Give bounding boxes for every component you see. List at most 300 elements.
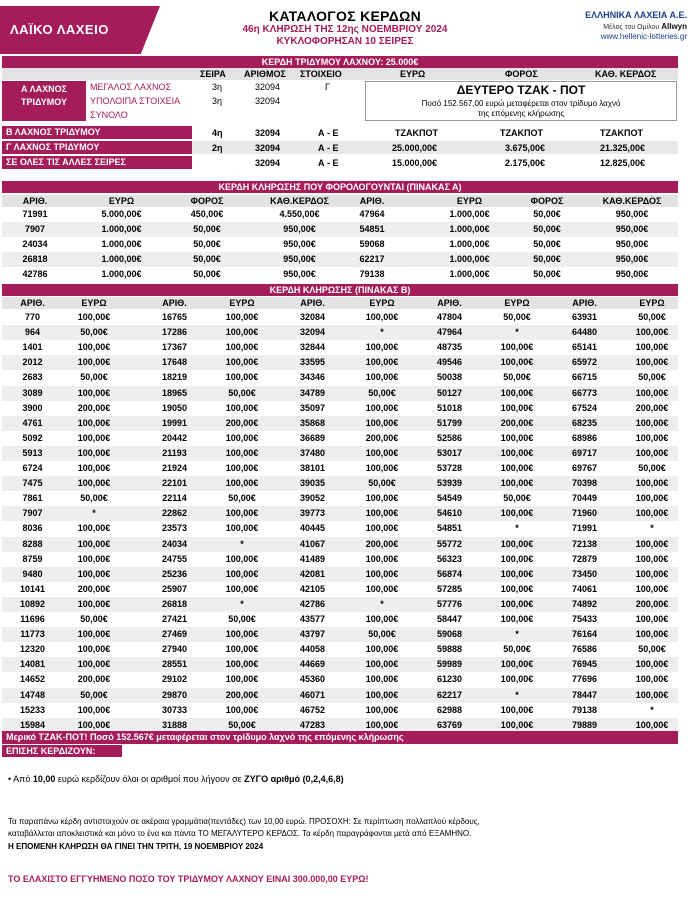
- table-b-cell: 72879: [571, 553, 598, 564]
- table-a-cell: 26818: [22, 254, 48, 264]
- table-b-cell: 75433: [571, 614, 598, 624]
- table-b-cell: 34346: [299, 372, 326, 383]
- table-a-cell: 950,00€: [283, 254, 316, 264]
- table-b-cell: 76586: [571, 644, 598, 655]
- table-b-cell: 57285: [436, 583, 463, 594]
- table-b-cell: 39773: [299, 508, 326, 519]
- c-net: 21.325,00€: [600, 143, 646, 153]
- table-b-cell: 22101: [161, 478, 188, 489]
- table-b-cell: 100,00€: [365, 553, 399, 564]
- table-b-cell: 100,00€: [500, 402, 534, 413]
- col-tax: ΦΟΡΟΣ: [505, 69, 538, 79]
- table-b-cell: 50,00€: [228, 719, 256, 730]
- table-b-cell: 100,00€: [365, 674, 399, 685]
- table-b-cell: 40445: [299, 523, 326, 534]
- table-b-cell: 68235: [571, 417, 598, 428]
- table-b-cell: 59989: [436, 659, 463, 670]
- table-b-cell: *: [650, 704, 654, 715]
- table-b-cell: 77696: [571, 674, 598, 685]
- b-series: 4η: [212, 128, 223, 138]
- table-b-col-header: ΑΡΙΘ.: [300, 298, 325, 308]
- table-b-cell: 74061: [571, 583, 598, 594]
- table-b-cell: 100,00€: [635, 417, 669, 428]
- table-b-cell: 100,00€: [77, 704, 111, 715]
- b-euro: ΤΖΑΚΠΟΤ: [395, 128, 438, 138]
- table-a-cell: 950,00€: [615, 209, 649, 219]
- table-b-cell: 70449: [571, 493, 598, 504]
- table-a-cell: 950,00€: [283, 239, 316, 249]
- table-b-cell: 74892: [571, 598, 598, 609]
- table-b-cell: *: [240, 538, 244, 549]
- table-b-cell: 54851: [436, 523, 463, 534]
- table-b-cell: 7475: [22, 478, 43, 489]
- table-b-cell: 26818: [161, 598, 188, 609]
- table-b-cell: 100,00€: [500, 598, 534, 609]
- table-a-cell: 50,00€: [533, 239, 561, 249]
- table-b-cell: 100,00€: [225, 644, 259, 655]
- table-b-cell: 100,00€: [500, 583, 534, 594]
- jackpot-title: ΔΕΥΤΕΡΟ ΤΖΑΚ - ΠΟΤ: [456, 83, 586, 97]
- other-euro: 15.000,00€: [392, 158, 438, 168]
- table-b-cell: 28551: [161, 659, 188, 670]
- page-header: [0, 0, 695, 56]
- table-a-cell: 1.000,00€: [101, 254, 142, 264]
- table-b-cell: 100,00€: [365, 719, 399, 730]
- table-a-cell: 50,00€: [193, 269, 221, 279]
- table-a-bar: ΚΕΡΔΗ ΚΛΗΡΩΣΗΣ ΠΟΥ ΦΟΡΟΛΟΓΟΥΝΤΑΙ (ΠΙΝΑΚΑΣ Α): [2, 181, 678, 193]
- table-a-cell: 4.550,00€: [279, 209, 320, 219]
- table-b-cell: 27421: [161, 614, 188, 624]
- table-b-cell: 71960: [571, 508, 598, 519]
- table-b-col-header: ΑΡΙΘ.: [437, 298, 462, 308]
- table-b-cell: 41067: [299, 538, 326, 549]
- table-a-cell: 62217: [359, 254, 385, 264]
- table-b-cell: 100,00€: [500, 659, 534, 670]
- table-a-cell: 1.000,00€: [101, 269, 142, 279]
- table-b-cell: 59888: [436, 644, 463, 655]
- bullet-pre: Από: [13, 774, 33, 784]
- table-b-cell: 65972: [571, 357, 598, 368]
- jackpot-text-2: της επόμενης κλήρωσης: [477, 109, 565, 118]
- table-b-cell: 17286: [161, 327, 188, 338]
- table-b-cell: 200,00€: [365, 538, 399, 549]
- table-b-cell: 69767: [571, 463, 598, 473]
- table-b-cell: 12320: [19, 644, 46, 655]
- table-b-cell: 14748: [19, 689, 46, 700]
- table-b-cell: 34789: [299, 387, 326, 398]
- table-a-cell: 50,00€: [533, 224, 561, 234]
- table-b-col-header: ΕΥΡΩ: [229, 298, 255, 308]
- c-element: Α - Ε: [318, 143, 339, 153]
- table-b-col-header: ΑΡΙΘ.: [20, 298, 45, 308]
- table-b-cell: 27469: [161, 629, 188, 640]
- table-b-col-header: ΑΡΙΘ.: [162, 298, 187, 308]
- table-b-cell: 47283: [299, 719, 326, 730]
- table-b-cell: 43577: [299, 614, 326, 624]
- company-name: ΕΛΛΗΝΙΚΑ ΛΑΧΕΙΑ Α.Ε.: [585, 10, 687, 20]
- table-b-cell: 9480: [22, 568, 43, 579]
- table-b-cell: 100,00€: [365, 614, 399, 624]
- c-euro: 25.000,00€: [392, 143, 438, 153]
- bullet-mid: ευρώ κερδίζουν όλοι οι αριθμοί που λήγουν σε: [55, 774, 245, 784]
- table-a-cell: 71991: [22, 209, 48, 219]
- table-b-cell: 100,00€: [225, 372, 259, 383]
- table-a-cell: 59068: [359, 239, 385, 249]
- table-b-cell: 50,00€: [503, 372, 531, 383]
- table-b-cell: 7907: [22, 508, 43, 519]
- table-b-cell: 100,00€: [225, 447, 259, 458]
- table-b-cell: 23573: [161, 523, 188, 534]
- table-b-cell: 29102: [161, 674, 188, 685]
- bullet-digits: (0,2,4,6,8): [300, 774, 344, 784]
- jackpot-box: [365, 81, 677, 121]
- table-b-cell: 100,00€: [635, 478, 669, 489]
- table-b-cell: 100,00€: [500, 447, 534, 458]
- table-b-cell: 100,00€: [500, 674, 534, 685]
- table-b-cell: 100,00€: [77, 312, 111, 322]
- table-b-cell: 50,00€: [80, 327, 108, 338]
- table-b-cell: 200,00€: [77, 583, 111, 594]
- table-b-cell: 56874: [436, 568, 463, 579]
- table-b-cell: 68986: [571, 432, 598, 443]
- table-b-cell: 100,00€: [77, 523, 111, 534]
- table-b-cell: 30733: [161, 704, 188, 715]
- table-b-cell: 5092: [22, 432, 43, 443]
- a-row-label: ΜΕΓΑΛΟΣ ΛΑΧΝΟΣ: [90, 82, 172, 92]
- table-b-cell: 100,00€: [77, 417, 111, 428]
- table-b-cell: 19050: [161, 402, 188, 413]
- table-b-cell: 100,00€: [500, 614, 534, 624]
- table-b-cell: 39052: [299, 493, 326, 504]
- table-b-cell: 100,00€: [365, 508, 399, 519]
- b-net: ΤΖΑΚΠΟΤ: [600, 128, 643, 138]
- table-b-cell: 100,00€: [500, 538, 534, 549]
- table-b-cell: 100,00€: [500, 478, 534, 489]
- table-b-cell: 100,00€: [635, 387, 669, 398]
- table-a-col-header: ΑΡΙΘ.: [22, 196, 48, 206]
- table-b-cell: *: [515, 523, 519, 534]
- table-b-cell: 42105: [299, 583, 326, 594]
- table-b-cell: 100,00€: [635, 629, 669, 640]
- table-b-cell: 2012: [22, 357, 43, 368]
- table-b-cell: 100,00€: [365, 493, 399, 504]
- bullet-even: ΖΥΓΟ αριθμό: [244, 774, 301, 784]
- table-b-cell: 100,00€: [635, 583, 669, 594]
- col-euro: ΕΥΡΩ: [400, 69, 426, 79]
- table-b-cell: 100,00€: [500, 342, 534, 353]
- table-b-cell: 53017: [436, 447, 463, 458]
- table-b-cell: 100,00€: [635, 689, 669, 700]
- table-b-cell: 69717: [571, 447, 598, 458]
- c-ticket-label: Γ ΛΑΧΝΟΣ ΤΡΙΔΥΜΟΥ: [2, 141, 192, 154]
- table-b-cell: 36689: [299, 432, 326, 443]
- title-block: [230, 8, 460, 48]
- table-b-cell: 48735: [436, 342, 463, 353]
- table-a-cell: 1.000,00€: [449, 269, 490, 279]
- table-b-cell: 64480: [571, 327, 598, 338]
- table-a-cell: 950,00€: [615, 239, 649, 249]
- a-row-element: Γ: [325, 82, 330, 92]
- table-b-cell: 50,00€: [80, 493, 108, 504]
- table-b-cell: 100,00€: [365, 447, 399, 458]
- table-a-col-header: ΚΑΘ.ΚΕΡΔΟΣ: [270, 196, 329, 206]
- table-b-cell: 100,00€: [77, 659, 111, 670]
- table-b-cell: 50,00€: [638, 644, 666, 655]
- table-b-cell: 50,00€: [503, 644, 531, 655]
- table-b-cell: 100,00€: [77, 432, 111, 443]
- table-b-cell: 22862: [161, 508, 188, 519]
- table-b-cell: 100,00€: [635, 327, 669, 338]
- table-b-cell: 100,00€: [635, 553, 669, 564]
- table-b-cell: 24034: [161, 538, 188, 549]
- table-b-cell: 10892: [19, 598, 46, 609]
- table-b-cell: 51799: [436, 417, 463, 428]
- table-a-cell: 50,00€: [193, 254, 221, 264]
- table-b-cell: 100,00€: [77, 553, 111, 564]
- table-b-cell: 15233: [19, 704, 46, 715]
- table-b-cell: 16765: [161, 312, 188, 322]
- table-a-cell: 42786: [22, 269, 48, 279]
- table-a-col-header: ΕΥΡΩ: [456, 196, 483, 206]
- a-row-label: ΥΠΟΛΟΙΠΑ ΣΤΟΙΧΕΙΑ: [90, 96, 181, 106]
- table-b-cell: 100,00€: [500, 387, 534, 398]
- table-b-cell: 100,00€: [77, 478, 111, 489]
- table-b-cell: 100,00€: [365, 568, 399, 579]
- table-a-cell: 950,00€: [615, 254, 649, 264]
- table-b-cell: 15984: [19, 719, 46, 730]
- table-b-cell: 100,00€: [635, 614, 669, 624]
- table-b-cell: 100,00€: [500, 508, 534, 519]
- table-b-cell: 66715: [571, 372, 598, 383]
- col-net: ΚΑΘ. ΚΕΡΔΟΣ: [595, 69, 657, 79]
- table-b-cell: 100,00€: [225, 327, 259, 338]
- table-b-cell: 32094: [299, 327, 326, 338]
- table-b-cell: 100,00€: [500, 568, 534, 579]
- table-b-cell: 39035: [299, 478, 326, 489]
- table-b-cell: 54549: [436, 493, 463, 504]
- table-a-cell: 5.000,00€: [101, 209, 142, 219]
- table-b-cell: 50,00€: [368, 629, 396, 640]
- bullet-amount: 10,00: [32, 774, 56, 784]
- series-count: ΚΥΚΛΟΦΟΡΗΣΑΝ 10 ΣΕΙΡΕΣ: [276, 36, 414, 47]
- table-b-cell: 100,00€: [500, 357, 534, 368]
- table-b-cell: *: [515, 689, 519, 700]
- table-b-cell: 100,00€: [77, 538, 111, 549]
- table-b-cell: 50038: [436, 372, 463, 383]
- table-a-cell: 7907: [24, 224, 46, 234]
- member-line: [547, 22, 687, 31]
- table-b-cell: 100,00€: [225, 432, 259, 443]
- table-b-cell: 63931: [571, 312, 598, 322]
- table-b-cell: 79138: [571, 704, 598, 715]
- table-b-cell: 100,00€: [77, 644, 111, 655]
- table-b-cell: 100,00€: [225, 568, 259, 579]
- table-b-cell: 100,00€: [77, 719, 111, 730]
- next-draw: Η ΕΠΟΜΕΝΗ ΚΛΗΡΩΣΗ ΘΑ ΓΙΝΕΙ ΤΗΝ ΤΡΙΤΗ, 19 ΝΟΕΜΒΡΙΟΥ 2024: [8, 842, 264, 851]
- table-b-cell: 100,00€: [635, 659, 669, 670]
- table-b-cell: 46071: [299, 689, 326, 700]
- table-b-cell: 100,00€: [635, 508, 669, 519]
- table-b-cell: 50,00€: [368, 478, 396, 489]
- table-a-col-header: ΑΡΙΘ.: [359, 196, 385, 206]
- table-b-cell: 54610: [436, 508, 463, 519]
- table-b-cell: 100,00€: [225, 674, 259, 685]
- table-b-col-header: ΕΥΡΩ: [81, 298, 107, 308]
- table-b-cell: 100,00€: [635, 357, 669, 368]
- table-b-cell: 50,00€: [228, 493, 256, 504]
- table-b-cell: *: [92, 508, 96, 519]
- table-b-cell: 21924: [161, 463, 188, 473]
- table-b-cell: 100,00€: [365, 583, 399, 594]
- table-a-cell: 450,00€: [190, 209, 224, 219]
- table-b-cell: 44058: [299, 644, 326, 655]
- other-tax: 2.175,00€: [505, 158, 546, 168]
- col-element: ΣΤΟΙΧΕΙΟ: [300, 69, 342, 79]
- page-title: ΚΑΤΑΛΟΓΟΣ ΚΕΡΔΩΝ: [268, 8, 422, 24]
- table-b-cell: 11773: [20, 629, 45, 640]
- triple-bar: ΚΕΡΔΗ ΤΡΙΔΥΜΟΥ ΛΑΧΝΟΥ: 25.000€: [2, 56, 678, 68]
- table-b-cell: 100,00€: [225, 508, 259, 519]
- table-b-cell: 100,00€: [225, 357, 259, 368]
- table-b-cell: 72138: [571, 538, 598, 549]
- table-a-cell: 950,00€: [615, 224, 649, 234]
- table-b-cell: 51018: [436, 402, 463, 413]
- table-b-cell: 100,00€: [225, 312, 259, 322]
- logo-text: ΛΑΪΚΟ ΛΑΧΕΙΟ: [10, 22, 109, 37]
- a-row-label: ΣΥΝΟΛΟ: [90, 110, 128, 120]
- table-b-cell: 65141: [571, 342, 598, 353]
- table-b-cell: 100,00€: [365, 402, 399, 413]
- table-b-cell: 200,00€: [225, 689, 259, 700]
- table-b-cell: 18219: [161, 372, 188, 383]
- table-b-cell: 50,00€: [80, 372, 108, 383]
- table-b-cell: 71991: [571, 523, 598, 534]
- table-b-cell: *: [240, 598, 244, 609]
- table-b-cell: 58447: [436, 614, 463, 624]
- note-line-2: καταβάλλεται αποκλειστικά και μόνο το ένα και πάντα ΤΟ ΜΕΓΑΛΥΤΕΡΟ ΚΕΡΔΟΣ. Τα κέρδη παραγράφονται μετά από ΕΞΑΜΗΝΟ.: [8, 829, 472, 838]
- table-b-cell: 25236: [161, 568, 188, 579]
- table-b-cell: 100,00€: [365, 357, 399, 368]
- table-b-cell: *: [515, 629, 519, 640]
- table-b-cell: 6724: [22, 463, 43, 473]
- table-b-cell: 100,00€: [635, 568, 669, 579]
- a-row-number: 32094: [255, 82, 281, 92]
- table-b-cell: 100,00€: [225, 478, 259, 489]
- table-b-cell: 53728: [436, 463, 463, 473]
- table-b-cell: 42786: [299, 598, 326, 609]
- table-b-cell: 47964: [436, 327, 463, 338]
- table-b-cell: 50,00€: [638, 372, 666, 383]
- a-ticket-label: Α ΛΑΧΝΟΣ ΤΡΙΔΥΜΟΥ: [2, 81, 86, 121]
- table-b-cell: 29870: [161, 689, 188, 700]
- table-b-cell: 100,00€: [77, 447, 111, 458]
- table-b-cell: 62217: [436, 689, 463, 700]
- table-a-cell: 79138: [359, 269, 385, 279]
- table-b-cell: 200,00€: [77, 674, 111, 685]
- table-a-cell: 1.000,00€: [449, 254, 490, 264]
- table-b-cell: 100,00€: [365, 689, 399, 700]
- table-b-cell: 8036: [22, 523, 43, 534]
- table-b-cell: 100,00€: [635, 447, 669, 458]
- table-b-cell: 25907: [161, 583, 188, 594]
- table-b-cell: 32084: [299, 312, 326, 322]
- jackpot-text: Ποσό 152.567,00 ευρώ μεταφέρεται στον τρίδυμο λαχνό: [421, 99, 621, 108]
- table-b-cell: 200,00€: [635, 598, 669, 609]
- table-b-cell: 200,00€: [500, 417, 534, 428]
- table-b-cell: 7861: [22, 493, 43, 504]
- table-b-cell: 14081: [19, 659, 46, 670]
- table-a-col-header: ΦΟΡΟΣ: [530, 196, 564, 206]
- table-b-cell: 50,00€: [228, 614, 256, 624]
- table-b-cell: 31888: [161, 719, 188, 730]
- table-a-cell: 1.000,00€: [101, 224, 142, 234]
- table-b-cell: 70398: [571, 478, 598, 489]
- table-b-cell: 41489: [299, 553, 326, 564]
- table-b-cell: 50,00€: [503, 493, 531, 504]
- table-b-cell: *: [380, 327, 384, 338]
- c-tax: 3.675,00€: [505, 143, 546, 153]
- table-b-cell: 100,00€: [77, 342, 111, 353]
- table-b-cell: 100,00€: [77, 357, 111, 368]
- table-b-cell: 38101: [299, 463, 326, 473]
- a-row-series: 3η: [212, 96, 223, 106]
- col-series: ΣΕΙΡΑ: [200, 69, 226, 79]
- table-b-cell: 100,00€: [225, 704, 259, 715]
- table-a-cell: 1.000,00€: [449, 209, 490, 219]
- table-b-cell: 100,00€: [225, 553, 259, 564]
- a-row-number: 32094: [255, 96, 281, 106]
- table-b-cell: 19991: [161, 417, 188, 428]
- table-b-cell: 100,00€: [635, 674, 669, 685]
- table-b-cell: 35868: [299, 417, 326, 428]
- table-b-cell: 37480: [299, 447, 326, 458]
- table-b-cell: 44669: [299, 659, 326, 670]
- table-b-cell: 100,00€: [365, 342, 399, 353]
- c-series: 2η: [212, 143, 223, 153]
- table-a-col-header: ΚΑΘ.ΚΕΡΔΟΣ: [602, 196, 662, 206]
- table-b-cell: 100,00€: [500, 432, 534, 443]
- b-number: 32094: [255, 128, 281, 138]
- site-link[interactable]: www.hellenic-lotteries.gr: [600, 32, 687, 41]
- table-b-cell: 3900: [22, 402, 43, 413]
- table-b-cell: 62988: [436, 704, 463, 715]
- table-b-cell: 17648: [161, 357, 188, 368]
- table-b-cell: 32844: [299, 342, 326, 353]
- col-number: ΑΡΙΘΜΟΣ: [244, 69, 286, 79]
- table-b-cell: 100,00€: [225, 463, 259, 473]
- table-a-cell: 50,00€: [533, 269, 561, 279]
- minimum-guarantee: ΤΟ ΕΛΑΧΙΣΤΟ ΕΓΓΥΗΜΕΝΟ ΠΟΣΟ ΤΟΥ ΤΡΙΔΥΜΟΥ ΛΑΧΝΟΥ ΕΙΝΑΙ 300.000,00 ΕΥΡΩ!: [8, 874, 369, 884]
- table-b-cell: 100,00€: [225, 659, 259, 670]
- table-b-cell: 100,00€: [365, 704, 399, 715]
- table-b-cell: 52586: [436, 432, 463, 443]
- table-b-cell: 1401: [22, 342, 43, 353]
- table-b-cell: 200,00€: [225, 417, 259, 428]
- table-b-cell: 200,00€: [635, 402, 669, 413]
- table-a-col-header: ΕΥΡΩ: [108, 196, 135, 206]
- table-b-cell: 14652: [19, 674, 46, 685]
- table-a-cell: 1.000,00€: [101, 239, 142, 249]
- table-a-cell: 24034: [22, 239, 48, 249]
- table-b-cell: 100,00€: [77, 568, 111, 579]
- table-b-bar: ΚΕΡΔΗ ΚΛΗΡΩΣΗΣ (ΠΙΝΑΚΑΣ Β): [2, 284, 678, 296]
- table-b-cell: 100,00€: [500, 463, 534, 473]
- table-b-cell: 50,00€: [638, 463, 666, 473]
- table-b-cell: 100,00€: [500, 553, 534, 564]
- table-b-cell: 100,00€: [365, 463, 399, 473]
- b-tax: ΤΖΑΚΠΟΤ: [500, 128, 543, 138]
- table-b-cell: 46752: [299, 704, 326, 715]
